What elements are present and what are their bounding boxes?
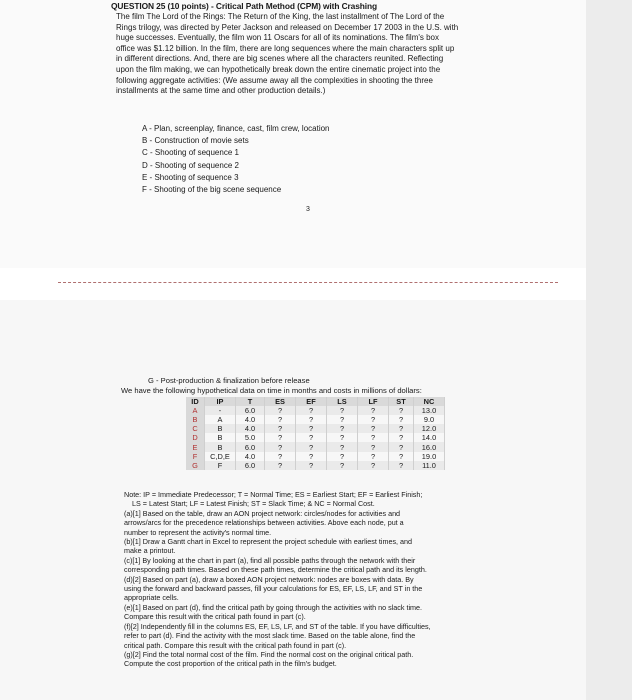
- cell-st: ?: [389, 424, 414, 433]
- cell-lf: ?: [358, 452, 389, 461]
- question-line: (a)[1] Based on the table, draw an AON project network: circles/nodes for activities and: [124, 508, 401, 518]
- cell-ls: ?: [327, 433, 358, 442]
- cell-es: ?: [265, 424, 296, 433]
- cell-ls: ?: [327, 442, 358, 451]
- cell-nc: 12.0: [414, 424, 445, 433]
- table-row: [186, 424, 445, 433]
- cell-ip: A: [205, 415, 236, 424]
- cell-st: ?: [389, 442, 414, 451]
- cell-id: D: [186, 433, 205, 442]
- notes-and-questions: [124, 490, 484, 669]
- intro-line: huge successes. Eventually, the film won 11 Oscars for all of its nominations. The film's box: [116, 33, 440, 43]
- activity-item: F - Shooting of the big scene sequence: [142, 185, 282, 195]
- cell-ef: ?: [296, 452, 327, 461]
- activity-item: E - Shooting of sequence 3: [142, 172, 239, 182]
- cell-id: G: [186, 461, 205, 470]
- cell-nc: 16.0: [414, 442, 445, 451]
- cell-id: E: [186, 442, 205, 451]
- cell-nc: 11.0: [414, 461, 445, 470]
- cell-es: ?: [265, 442, 296, 451]
- table-row: [186, 442, 445, 451]
- col-header: EF: [296, 397, 327, 406]
- cell-lf: ?: [358, 461, 389, 470]
- cell-t: 6.0: [236, 406, 265, 415]
- cell-ls: ?: [327, 452, 358, 461]
- cell-ls: ?: [327, 461, 358, 470]
- cell-ef: ?: [296, 415, 327, 424]
- cell-t: 4.0: [236, 415, 265, 424]
- col-header: T: [236, 397, 265, 406]
- col-header: IP: [205, 397, 236, 406]
- cell-id: A: [186, 406, 205, 415]
- page-divider: [58, 282, 558, 283]
- question-line: appropriate cells.: [124, 593, 179, 603]
- activity-item: G - Post-production & finalization before release: [148, 376, 310, 385]
- question-line: (g)[2] Find the total normal cost of the film. Find the normal cost on the original critical path.: [124, 649, 414, 659]
- col-header: ES: [265, 397, 296, 406]
- cell-st: ?: [389, 406, 414, 415]
- question-line: corresponding path times. Based on these path times, determine the critical path and its length.: [124, 565, 427, 575]
- activity-item: A - Plan, screenplay, finance, cast, film crew, location: [142, 124, 330, 133]
- col-header: LS: [327, 397, 358, 406]
- cell-lf: ?: [358, 442, 389, 451]
- table-header-row: [186, 397, 445, 406]
- cell-nc: 9.0: [414, 415, 445, 424]
- intro-line: in different directions. And, there are big scenes where all the characters reunited. Reflecting: [116, 54, 444, 64]
- cell-ls: ?: [327, 406, 358, 415]
- cell-ip: B: [205, 424, 236, 433]
- note-line: LS = Latest Start; LF = Latest Finish; ST = Slack Time; & NC = Normal Cost.: [132, 499, 375, 509]
- cell-ef: ?: [296, 433, 327, 442]
- cell-ef: ?: [296, 424, 327, 433]
- cell-st: ?: [389, 452, 414, 461]
- cell-st: ?: [389, 433, 414, 442]
- note-line: Note: IP = Immediate Predecessor; T = Normal Time; ES = Earliest Start; EF = Earliest Finish;: [124, 490, 423, 499]
- cell-lf: ?: [358, 415, 389, 424]
- question-line: make a printout.: [124, 546, 176, 556]
- intro-line: office was $1.12 billion. In the film, there are long sequences where the main characters split up: [116, 43, 455, 53]
- question-line: (d)[2] Based on part (a), draw a boxed AON project network: nodes are boxes with data. By: [124, 574, 414, 584]
- cell-nc: 19.0: [414, 452, 445, 461]
- page-number: 3: [306, 206, 310, 213]
- cell-id: B: [186, 415, 205, 424]
- intro-line: following aggregate activities: (We assume away all the complexities in shooting the three: [116, 75, 433, 85]
- cell-t: 6.0: [236, 442, 265, 451]
- cell-lf: ?: [358, 424, 389, 433]
- question-line: Compute the cost proportion of the critical path in the film's budget.: [124, 659, 337, 669]
- intro-paragraph: [116, 12, 516, 97]
- cell-nc: 13.0: [414, 406, 445, 415]
- question-line: number to represent the activity's normal time.: [124, 527, 272, 537]
- cell-ip: F: [205, 461, 236, 470]
- cell-ls: ?: [327, 424, 358, 433]
- cell-es: ?: [265, 406, 296, 415]
- table-intro: We have the following hypothetical data on time in months and costs in millions of dollars:: [121, 386, 422, 395]
- cell-ef: ?: [296, 406, 327, 415]
- cell-st: ?: [389, 415, 414, 424]
- cell-ef: ?: [296, 461, 327, 470]
- cell-t: 4.0: [236, 424, 265, 433]
- cell-t: 6.0: [236, 461, 265, 470]
- cell-ef: ?: [296, 442, 327, 451]
- question-line: arrows/arcs for the precedence relationships between activities. Above each node, put a: [124, 518, 404, 528]
- table-row: [186, 415, 445, 424]
- activity-table: [186, 397, 445, 470]
- intro-line: Rings trilogy, was directed by Peter Jackson and released on December 17 2003 in the U.S. with: [116, 22, 459, 32]
- cell-lf: ?: [358, 433, 389, 442]
- intro-line: The film The Lord of the Rings: The Return of the King, the last installment of The Lord of the: [116, 12, 445, 21]
- col-header: ST: [389, 397, 414, 406]
- cell-t: 4.0: [236, 452, 265, 461]
- question-line: (f)[2] Independently fill in the columns ES, EF, LS, LF, and ST of the table. If you have difficulties,: [124, 621, 431, 631]
- scan-edge: [586, 0, 632, 700]
- table-row: [186, 461, 445, 470]
- question-line: refer to part (d). Find the activity with the most slack time. Based on the table alone, find the: [124, 631, 416, 641]
- cell-st: ?: [389, 461, 414, 470]
- cell-id: F: [186, 452, 205, 461]
- intro-line: installments at the same time and other production details.): [116, 86, 326, 96]
- activity-item: D - Shooting of sequence 2: [142, 160, 239, 170]
- cell-lf: ?: [358, 406, 389, 415]
- cell-es: ?: [265, 452, 296, 461]
- cell-t: 5.0: [236, 433, 265, 442]
- cell-ip: C,D,E: [205, 452, 236, 461]
- cell-es: ?: [265, 461, 296, 470]
- question-line: critical path. Compare this result with the critical path found in part (c).: [124, 640, 347, 650]
- table-row: [186, 406, 445, 415]
- intro-line: upon the film making, we can hypothetically break down the entire cinematic project into the: [116, 64, 441, 74]
- question-title: QUESTION 25 (10 points) - Critical Path Method (CPM) with Crashing: [111, 1, 378, 11]
- activity-list: [142, 123, 330, 196]
- col-header: LF: [358, 397, 389, 406]
- cell-ip: -: [205, 406, 236, 415]
- cell-ls: ?: [327, 415, 358, 424]
- question-line: using the forward and backward passes, fill your calculations for ES, EF, LS, LF, and ST in the: [124, 584, 423, 594]
- question-line: (b)[1] Draw a Gantt chart in Excel to represent the project schedule with earliest times, and: [124, 537, 413, 547]
- table-row: [186, 433, 445, 442]
- col-header: NC: [414, 397, 445, 406]
- activity-item: B - Construction of movie sets: [142, 136, 249, 146]
- cell-es: ?: [265, 415, 296, 424]
- activity-item: C - Shooting of sequence 1: [142, 148, 239, 158]
- question-line: (e)[1] Based on part (d), find the critical path by going through the activities with no slack time.: [124, 602, 423, 612]
- cell-id: C: [186, 424, 205, 433]
- cell-nc: 14.0: [414, 433, 445, 442]
- col-header: ID: [186, 397, 205, 406]
- table-row: [186, 452, 445, 461]
- cell-ip: B: [205, 433, 236, 442]
- question-line: (c)[1] By looking at the chart in part (a), find all possible paths through the network with their: [124, 555, 416, 565]
- cell-es: ?: [265, 433, 296, 442]
- question-line: Compare this result with the critical path found in part (c).: [124, 612, 306, 622]
- cell-ip: B: [205, 442, 236, 451]
